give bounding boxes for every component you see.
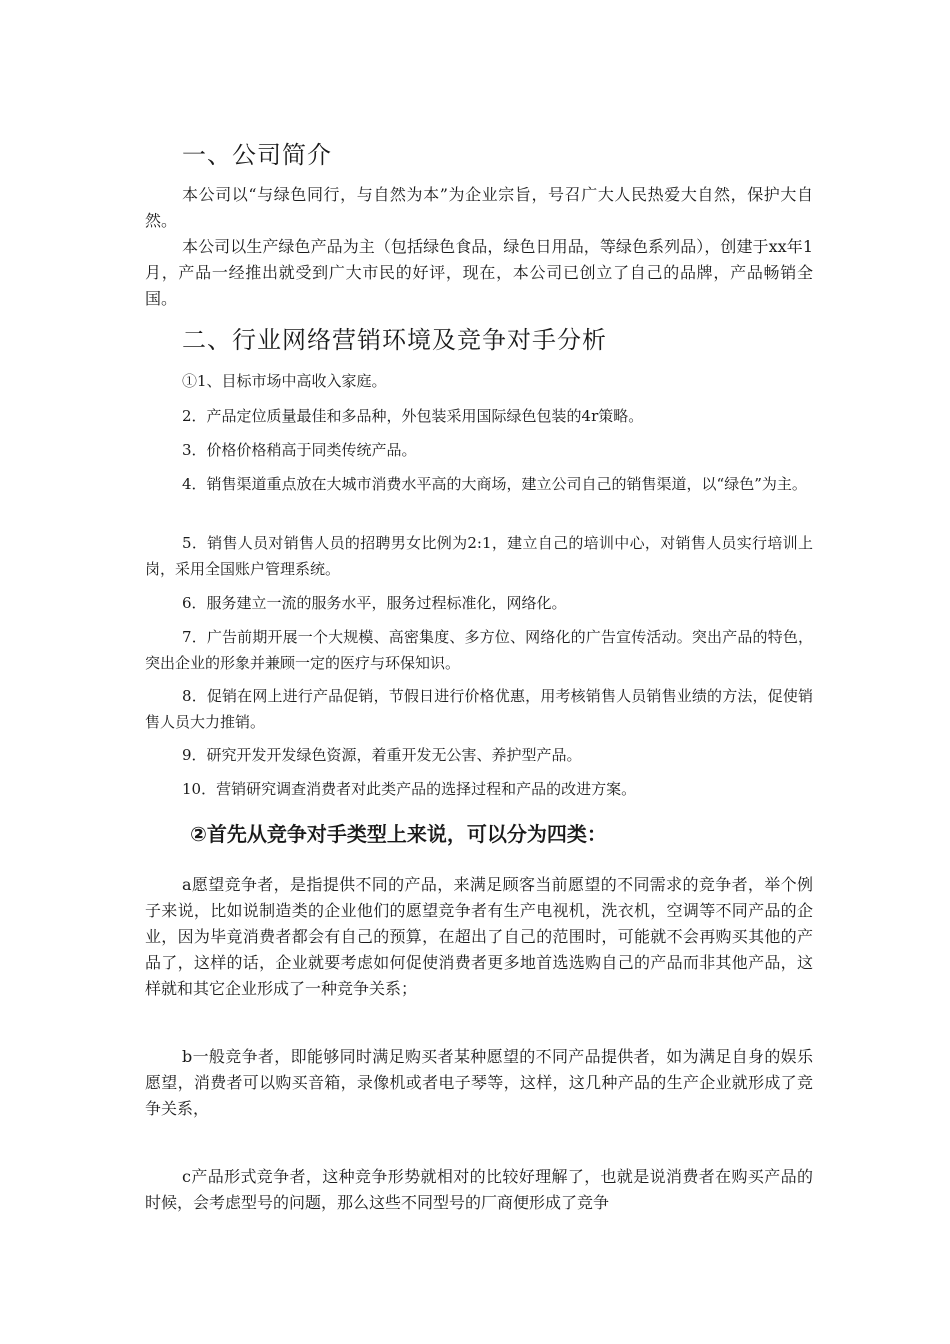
section-heading-company-intro: 一、公司简介 bbox=[182, 141, 332, 169]
competitor-types-heading: ②首先从竞争对手类型上来说，可以分为四类： bbox=[190, 822, 607, 846]
analysis-item-6: 6．服务建立一流的服务水平，服务过程标准化，网络化。 bbox=[182, 594, 567, 612]
analysis-item-2: 2．产品定位质量最佳和多品种，外包装采用国际绿色包装的4r策略。 bbox=[182, 407, 644, 425]
competitor-type-c: c产品形式竞争者，这种竞争形势就相对的比较好理解了，也就是说消费者在购买产品的时候，会考虑型号的问题，那么这些不同型号的厂商便形成了竞争 bbox=[145, 1167, 813, 1212]
section-heading-market-analysis: 二、行业网络营销环境及竞争对手分析 bbox=[182, 326, 607, 354]
intro-paragraph-1: 本公司以“与绿色同行，与自然为本”为企业宗旨，号召广大人民热爱大自然，保护大自然。 bbox=[145, 185, 813, 230]
analysis-item-3: 3．价格价格稍高于同类传统产品。 bbox=[182, 441, 417, 459]
competitor-type-b: b一般竞争者，即能够同时满足购买者某种愿望的不同产品提供者，如为满足自身的娱乐愿望，消费者可以购买音箱，录像机或者电子琴等，这样，这几种产品的生产企业就形成了竞争关系， bbox=[145, 1047, 813, 1118]
competitor-type-a: a愿望竞争者，是指提供不同的产品，来满足顾客当前愿望的不同需求的竞争者，举个例子来说，比如说制造类的企业他们的愿望竞争者有生产电视机，洗衣机，空调等不同产品的企业，因为毕竟消费者都会有自己的预算，在超出了自己的范围时，可能就不会再购买其他的产品了，这样的话，企业就要考虑如何促使消费者更多地首选选购自己的产品而非其他产品，这样就和其它企业形成了一种竞争关系； bbox=[145, 875, 813, 998]
analysis-item-4: 4．销售渠道重点放在大城市消费水平高的大商场，建立公司自己的销售渠道，以“绿色”为主。 bbox=[182, 475, 807, 493]
analysis-item-9: 9．研究开发开发绿色资源，着重开发无公害、养护型产品。 bbox=[182, 746, 582, 764]
analysis-item-8: 8．促销在网上进行产品促销，节假日进行价格优惠，用考核销售人员销售业绩的方法，促使销售人员大力推销。 bbox=[145, 687, 813, 731]
intro-paragraph-2: 本公司以生产绿色产品为主（包括绿色食品，绿色日用品，等绿色系列品），创建于xx年1月，产品一经推出就受到广大市民的好评，现在，本公司已创立了自己的品牌，产品畅销全国。 bbox=[145, 237, 813, 308]
analysis-item-1: ①1、目标市场中高收入家庭。 bbox=[182, 372, 387, 390]
analysis-item-10: 10．营销研究调查消费者对此类产品的选择过程和产品的改进方案。 bbox=[182, 780, 637, 798]
analysis-item-5: 5．销售人员对销售人员的招聘男女比例为2:1，建立自己的培训中心，对销售人员实行培训上岗，采用全国账户管理系统。 bbox=[145, 534, 813, 578]
analysis-item-7: 7．广告前期开展一个大规模、高密集度、多方位、网络化的广告宣传活动。突出产品的特色，突出企业的形象并兼顾一定的医疗与环保知识。 bbox=[145, 628, 813, 672]
